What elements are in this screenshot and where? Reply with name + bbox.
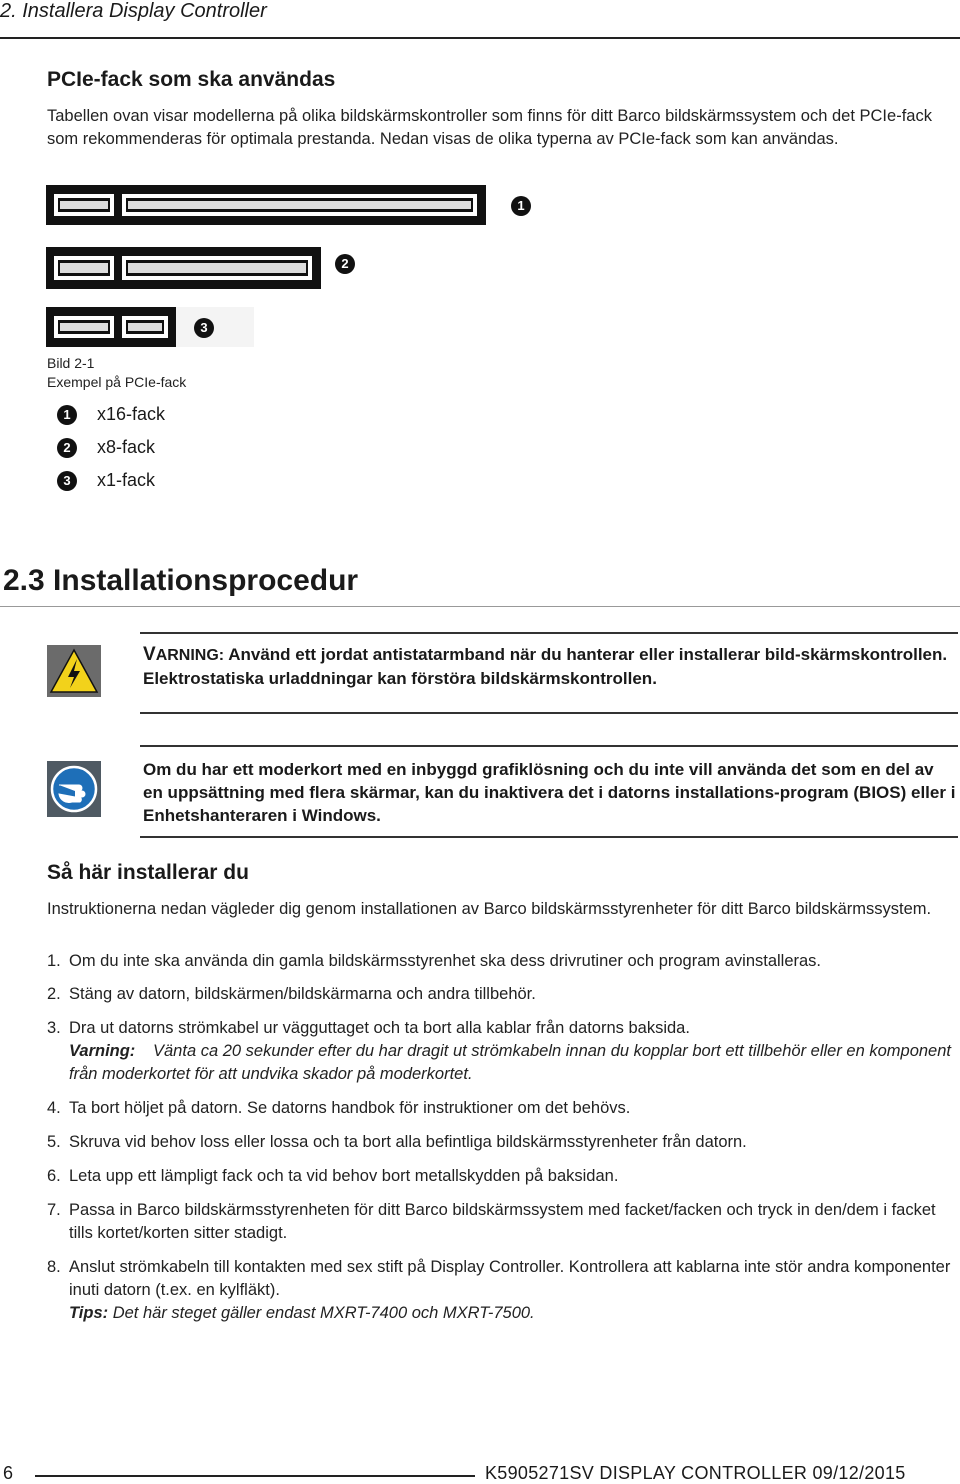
step-text: Skruva vid behov loss eller lossa och ta bort alla befintliga bildskärmsstyrenheter från datorn. <box>69 1133 747 1151</box>
list-item <box>47 1097 959 1120</box>
howto-heading: Så här installerar du <box>47 861 249 884</box>
section-title: 2.3 Installationsprocedur <box>3 564 359 597</box>
figure-caption-text: Exempel på PCIe-fack <box>47 374 187 390</box>
warning-body: Använd ett jordat antistatarmband när du hanterar eller installerar bild-skärmskontrollen. Elektrostatiska urladdningar kan förstöra bildskärmskontrollen. <box>143 645 948 688</box>
lightning-warning-icon <box>47 645 101 697</box>
legend-label-x8: x8-fack <box>97 437 156 457</box>
step-number: 7. <box>47 1201 61 1219</box>
step-text: Passa in Barco bildskärmsstyrenheten för ditt Barco bildskärmssystem med facket/facken och tryck in den/dem i facket tills kortet/korten sitter stadigt. <box>69 1201 936 1242</box>
step-number: 3. <box>47 1019 61 1037</box>
list-item <box>47 1017 959 1086</box>
list-item <box>47 1199 959 1245</box>
pcie-slot-figure <box>46 185 546 350</box>
page-number: 6 <box>3 1463 14 1483</box>
x8-slot-image <box>46 247 321 289</box>
step-text: Anslut strömkabeln till kontakten med sex stift på Display Controller. Kontrollera att kablarna inte stör andra komponenter inuti datorn (t.ex. en kylfläkt). <box>69 1258 951 1299</box>
legend-item <box>57 398 165 431</box>
footer-doc-id: K5905271SV DISPLAY CONTROLLER 09/12/2015 <box>485 1463 906 1483</box>
intro-paragraph: Tabellen ovan visar modellerna på olika bildskärmskontroller som finns för ditt Barco bildskärmssystem och det PCIe-fack som rekommenderas för optimala prestanda. Nedan visas de olika typerna av PCIe-fack som kan användas. <box>47 107 932 148</box>
legend-callout-1: 1 <box>57 405 77 425</box>
warning-label-rest: ARNING: <box>155 647 225 664</box>
pointing-hand-icon <box>47 761 101 817</box>
step-note-text: Det här steget gäller endast MXRT-7400 och MXRT-7500. <box>112 1304 535 1322</box>
footer-rule <box>35 1475 475 1477</box>
figure-caption <box>47 354 186 392</box>
legend-item <box>57 431 165 464</box>
step-number: 8. <box>47 1258 61 1276</box>
section-heading-pcie: PCIe-fack som ska användas <box>47 68 336 91</box>
header-rule <box>0 37 960 39</box>
list-item <box>47 1165 959 1188</box>
list-item <box>47 1131 959 1154</box>
note-text: Om du har ett moderkort med en inbyggd grafiklösning och du inte vill använda det som en del av en uppsättning med flera skärmar, kan du inaktivera det i datorns installations-program (BIOS) eller i Enhetshanteraren i Windows. <box>143 760 956 825</box>
step-tip-note <box>47 1302 959 1325</box>
section-rule <box>0 606 960 607</box>
warning-bottom-rule <box>140 712 958 714</box>
legend-callout-2: 2 <box>57 438 77 458</box>
legend-label-x16: x16-fack <box>97 404 166 424</box>
step-text: Stäng av datorn, bildskärmen/bildskärmarna och andra tillbehör. <box>69 985 536 1003</box>
step-number: 2. <box>47 985 61 1003</box>
step-text: Leta upp ett lämpligt fack och ta vid behov bort metallskydden på baksidan. <box>69 1167 619 1185</box>
figure-callout-3: 3 <box>194 318 214 338</box>
list-item <box>47 1256 959 1325</box>
step-text: Ta bort höljet på datorn. Se datorns handbok för instruktioner om det behövs. <box>69 1099 631 1117</box>
list-item <box>47 983 959 1006</box>
warning-text <box>143 643 958 690</box>
howto-intro: Instruktionerna nedan vägleder dig genom installationen av Barco bildskärmsstyrenheter för ditt Barco bildskärmssystem. <box>47 900 932 918</box>
step-text: Om du inte ska använda din gamla bildskärmsstyrenhet ska dess drivrutiner och program avinstalleras. <box>69 952 822 970</box>
step-note-label: Varning: <box>69 1042 136 1060</box>
figure-caption-number: Bild 2-1 <box>47 355 95 371</box>
step-note-label: Tips: <box>69 1304 109 1322</box>
note-top-rule <box>140 745 958 747</box>
chapter-header: 2. Installera Display Controller <box>0 0 267 22</box>
step-number: 1. <box>47 952 61 970</box>
step-number: 4. <box>47 1099 61 1117</box>
note-bottom-rule <box>140 836 958 838</box>
step-text: Dra ut datorns strömkabel ur vägguttaget och ta bort alla kablar från datorns baksida. <box>69 1019 690 1037</box>
step-warning-note <box>47 1040 959 1086</box>
legend-callout-3: 3 <box>57 471 77 491</box>
figure-callout-1: 1 <box>511 196 531 216</box>
legend-item <box>57 464 165 497</box>
legend-label-x1: x1-fack <box>97 470 156 490</box>
x16-slot-image <box>46 185 486 225</box>
figure-callout-2: 2 <box>335 254 355 274</box>
figure-legend <box>57 398 165 497</box>
step-number: 6. <box>47 1167 61 1185</box>
step-number: 5. <box>47 1133 61 1151</box>
warning-top-rule <box>140 632 958 634</box>
warning-label-first: V <box>143 644 156 665</box>
list-item <box>47 950 959 973</box>
step-note-text: Vänta ca 20 sekunder efter du har dragit ut strömkabeln innan du kopplar bort ett tillbehör eller en komponent från moderkortet för att undvika skador på moderkortet. <box>69 1042 951 1083</box>
x1-slot-image <box>46 307 254 347</box>
